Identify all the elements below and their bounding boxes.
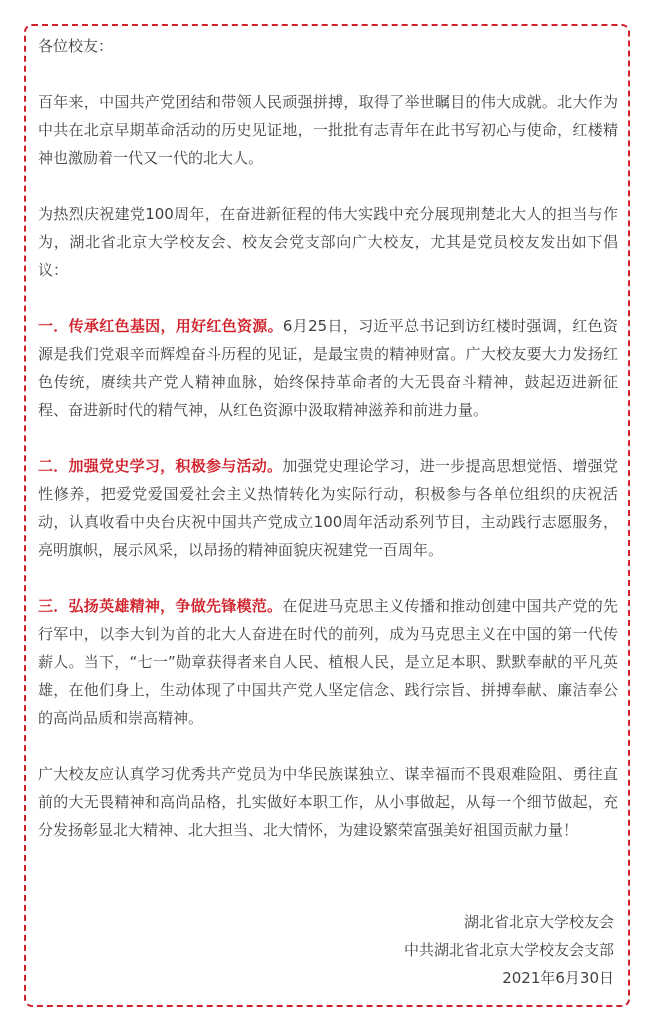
proposal-3-text: 在促进马克思主义传播和推动创建中国共产党的先行军中，以李大钊为首的北大人奋进在时代的前列，成为马克思主义在中国的第一代传薪人。当下，“七一”勋章获得者来自人民、植根人民，是立足本职、默默奉献的平凡英雄，在他们身上，生动体现了中国共产党人坚定信念、践行宗旨、拼搏奉献、廉洁奉公的高尚品质和崇高精神。 — [38, 597, 618, 727]
proposal-3 — [38, 592, 618, 732]
greeting: 各位校友： — [38, 37, 114, 55]
signature-block — [404, 908, 614, 992]
proposal-1 — [38, 312, 618, 424]
signature-date: 2021年6月30日 — [502, 969, 614, 987]
signature-org-1: 湖北省北京大学校友会 — [463, 913, 614, 931]
signature-org-2: 中共湖北省北京大学校友会支部 — [403, 941, 614, 959]
proposal-1-heading: 一．传承红色基因，用好红色资源。 — [38, 317, 283, 335]
proposal-1-text: 6月25日，习近平总书记到访红楼时强调，红色资源是我们党艰辛而辉煌奋斗历程的见证，是最宝贵的精神财富。广大校友要大力发扬红色传统，赓续共产党人精神血脉，始终保持革命者的大无畏奋斗精神，鼓起迈进新征程、奋进新时代的精气神，从红色资源中汲取精神滋养和前进力量。 — [38, 317, 618, 419]
closing-paragraph: 广大校友应认真学习优秀共产党员为中华民族谋独立、谋幸福而不畏艰难险阻、勇往直前的大无畏精神和高尚品格，扎实做好本职工作，从小事做起，从每一个细节做起，充分发扬彰显北大精神、北大担当、北大情怀，为建设繁荣富强美好祖国贡献力量！ — [38, 765, 618, 839]
intro-paragraph-1: 百年来，中国共产党团结和带领人民顽强拼搏，取得了举世瞩目的伟大成就。北大作为中共在北京早期革命活动的历史见证地，一批批有志青年在此书写初心与使命，红楼精神也激励着一代又一代的北大人。 — [38, 93, 618, 167]
intro-paragraph-2: 为热烈庆祝建党100周年，在奋进新征程的伟大实践中充分展现荆楚北大人的担当与作为，湖北省北京大学校友会、校友会党支部向广大校友，尤其是党员校友发出如下倡议： — [38, 205, 618, 279]
letter-body — [38, 32, 618, 872]
proposal-2-heading: 二．加强党史学习，积极参与活动。 — [38, 457, 283, 475]
proposal-2 — [38, 452, 618, 564]
proposal-2-text: 加强党史理论学习，进一步提高思想觉悟、增强党性修养，把爱党爱国爱社会主义热情转化为实际行动，积极参与各单位组织的庆祝活动，认真收看中央台庆祝中国共产党成立100周年活动系列节目，主动践行志愿服务，亮明旗帜，展示风采，以昂扬的精神面貌庆祝建党一百周年。 — [38, 457, 618, 559]
proposal-3-heading: 三．弘扬英雄精神，争做先锋模范。 — [38, 597, 283, 615]
